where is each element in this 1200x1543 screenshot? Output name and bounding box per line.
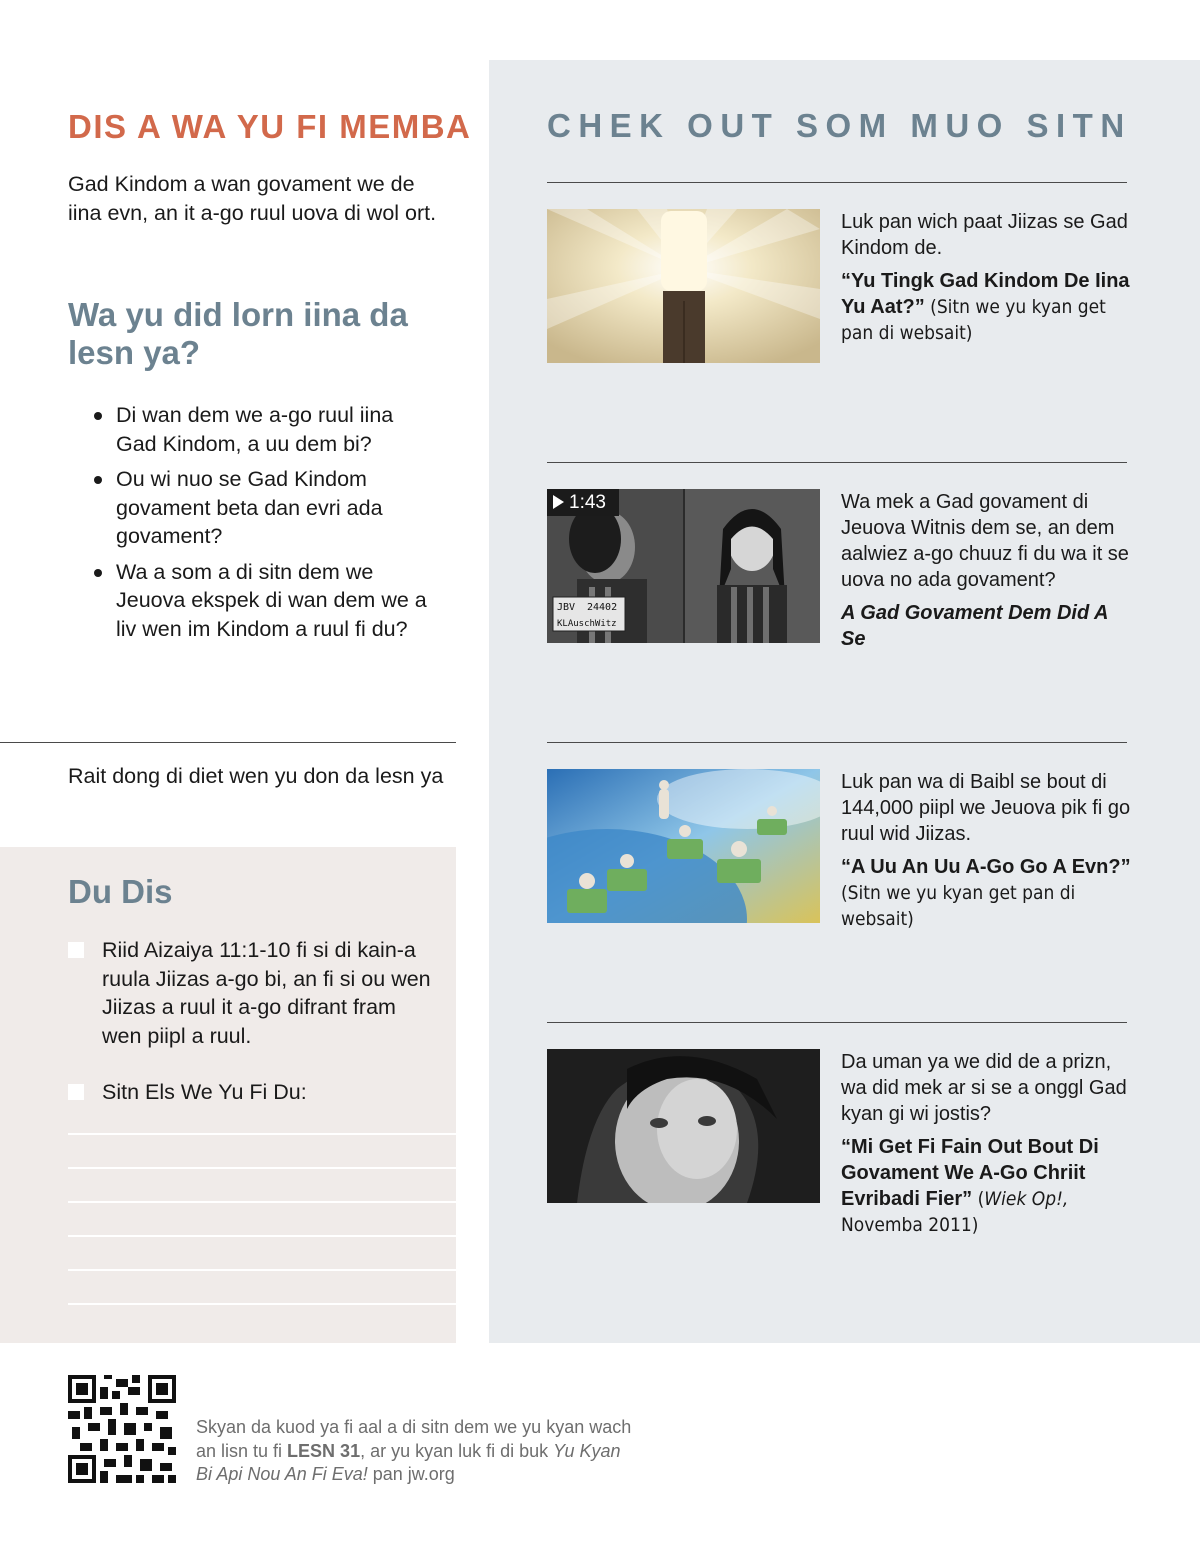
learned-heading: Wa yu did lorn iina da lesn ya? [68,296,408,371]
resource-title[interactable]: A Gad Govament Dem Did A Se [841,602,1108,650]
review-question: Ou wi nuo se Gad Kindom govament beta dan evri ada govament? [92,465,432,551]
task-other [68,1078,432,1107]
qr-code-icon[interactable] [68,1375,176,1483]
checkbox[interactable] [68,1084,84,1100]
writing-line[interactable] [68,1133,456,1135]
checkbox[interactable] [68,942,84,958]
left-column [0,0,472,1343]
do-this-heading: Du Dis [68,873,173,910]
date-divider-line [0,742,456,743]
resource-item[interactable] [547,1049,1127,1249]
svg-text:KLAuschWitz: KLAuschWitz [557,619,617,629]
svg-text:24402: 24402 [587,602,618,613]
summary-text: Gad Kindom a wan govament we de iina evn, an it a-go ruul uova di wol ort. [68,172,437,225]
writing-line[interactable] [68,1201,456,1203]
remember-heading: DIS A WA YU FI MEMBA [68,108,472,145]
resource-divider [547,742,1127,743]
play-icon [553,495,564,509]
writing-line[interactable] [68,1303,456,1305]
review-question: Di wan dem we a-go ruul iina Gad Kindom, a uu dem bi? [92,401,432,458]
writing-line[interactable] [68,1269,456,1271]
resource-description: Luk pan wich paat Jiizas se Gad Kindom de. [841,211,1128,259]
resource-title[interactable]: “A Uu An Uu A-Go Go A Evn?” (Sitn we yu kyan get pan di websait) [841,856,1131,930]
resource-divider [547,462,1127,463]
resource-item[interactable] [547,769,1131,930]
writing-line[interactable] [68,1167,456,1169]
right-column [489,60,1200,1343]
bullet-icon [94,569,102,577]
resource-divider [547,182,1127,183]
resource-description: Luk pan wa di Baibl se bout di 144,000 piipl we Jeuova pik fi go ruul wid Jiizas. [841,771,1131,845]
date-prompt: Rait dong di diet wen yu don da lesn ya [68,764,444,788]
footer-text: Skyan da kuod ya fi aal a di sitn dem we yu kyan wach an lisn tu fi LESN 31, ar yu kyan luk fi di buk Yu Kyan Bi Api Nou An Fi Eva! pan jw.org [196,1417,632,1484]
video-duration-badge: 1:43 [547,489,619,516]
glowing-man-thumbnail[interactable] [547,209,820,363]
review-question-list [92,401,432,650]
video-thumbnail[interactable] [547,489,820,643]
resource-description: Wa mek a Gad govament di Jeuova Witnis dem se, an dem aalwiez a-go chuuz fi du wa it se uova no ada govament? [841,491,1129,591]
woman-portrait-thumbnail[interactable] [547,1049,820,1203]
svg-text:JBV: JBV [557,602,576,613]
do-this-box [0,847,456,1343]
check-out-heading: CHEK OUT SOM MUO SITN [547,107,1132,144]
resource-description: Da uman ya we did de a prizn, wa did mek ar si se a onggl Gad kyan gi wi jostis? [841,1051,1127,1125]
task-text: Sitn Els We Yu Fi Du: [102,1080,307,1104]
resource-item[interactable] [547,209,1130,369]
writing-line[interactable] [68,1235,456,1237]
resource-divider [547,1022,1127,1023]
heavenly-rulers-thumbnail[interactable] [547,769,820,923]
bullet-icon [94,412,102,420]
resource-title[interactable]: “Yu Tingk Gad Kindom De Iina Yu Aat?” (Sitn we yu kyan get pan di websait) [841,270,1130,344]
review-question: Wa a som a di sitn dem we Jeuova ekspek di wan dem we a liv wen im Kindom a ruul fi du? [92,558,432,644]
resource-item[interactable] [547,489,1127,649]
resource-title[interactable]: “Mi Get Fi Fain Out Bout Di Govament We A-Go Chriit Evribadi Fier” (Wiek Op!, Novemba 2011) [841,1136,1099,1236]
bullet-icon [94,476,102,484]
task-text: Riid Aizaiya 11:1-10 fi si di kain-a ruula Jiizas a-go bi, an fi si ou wen Jiizas a ruul it a-go difrant fram wen piipl a ruul. [102,938,431,1048]
task-read-isaiah [68,936,432,1050]
